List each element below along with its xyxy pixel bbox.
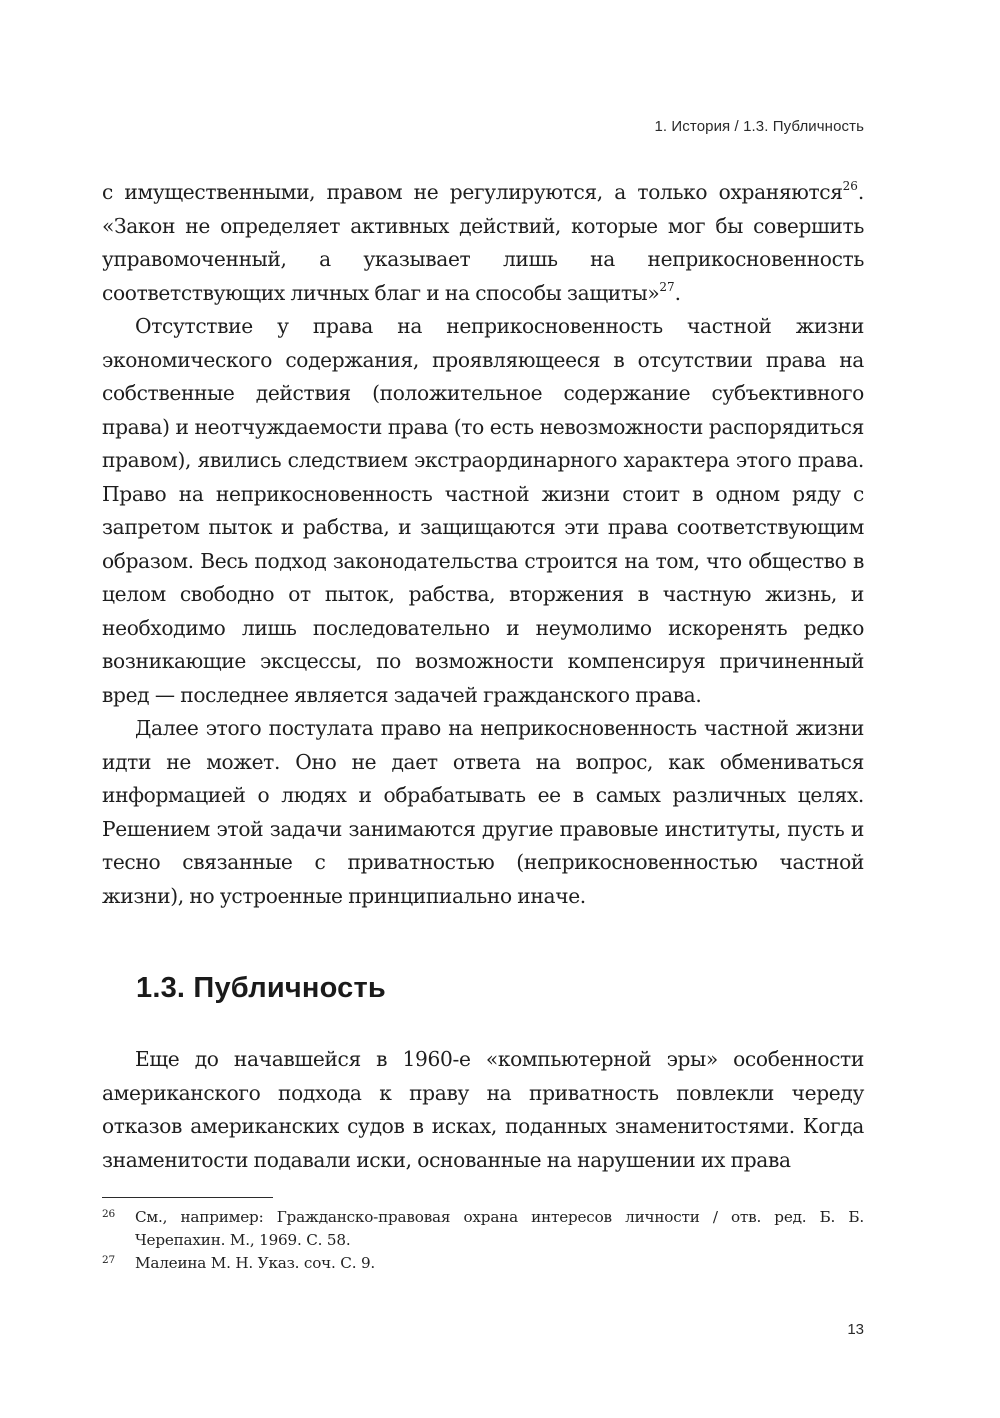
page-number: 13 <box>847 1321 864 1338</box>
footnote-text: См., например: Гражданско-правовая охрана интересов личности / отв. ред. Б. Б. Черепахин. М., 1969. С. 58. <box>135 1208 864 1249</box>
paragraph-text: с имущественными, правом не регулируются, а только охраняются <box>102 180 843 204</box>
paragraph: Далее этого постулата право на неприкосновенность частной жизни идти не может. Оно не дает ответа на вопрос, как обмениваться информацией о людях и обрабатывать ее в самых различных целях. Решением этой задачи занимаются другие правовые институты, пусть и тесно связанные с приватностью (неприкосновенностью частной жизни), но устроенные принципиально иначе. <box>102 716 864 908</box>
paragraph-text: . «Закон не определяет активных действий, которые мог бы совершить управомоченный, а указывает лишь на неприкосновенность соответствующих личных благ и на способы защиты» <box>102 180 864 305</box>
footnote-divider <box>102 1197 273 1198</box>
paragraph-continuation <box>102 176 864 310</box>
footnote-number: 26 <box>102 1208 115 1220</box>
footnotes <box>102 1206 864 1275</box>
footnote-ref-27[interactable]: 27 <box>659 279 675 294</box>
section-heading: 1.3. Публичность <box>136 972 386 1004</box>
paragraph: Еще до начавшейся в 1960-е «компьютерной эры» особенности американского подхода к праву на приватность повлекли череду отказов американских судов в исках, поданных знаменитостями. Когда знаменитости подавали иски, основанные на нарушении их права <box>102 1047 864 1172</box>
body-text-section <box>102 1043 864 1177</box>
footnote-text: Малеина М. Н. Указ. соч. С. 9. <box>135 1254 376 1272</box>
footnote-number: 27 <box>102 1254 115 1266</box>
running-header: 1. История / 1.3. Публичность <box>654 118 864 135</box>
body-text-top <box>102 176 864 913</box>
footnote-26 <box>102 1206 864 1252</box>
footnote-ref-26[interactable]: 26 <box>842 179 858 193</box>
paragraph: Отсутствие у права на неприкосновенность частной жизни экономического содержания, проявляющееся в отсутствии права на собственные действия (положительное содержание субъективного права) и неотчуждаемости права (то есть невозможности распорядиться правом), явились следствием экстраординарного характера этого права. Право на неприкосновенность частной жизни стоит в одном ряду с запретом пыток и рабства, и защищаются эти права соответствующим образом. Весь подход законодательства строится на том, что общество в целом свободно от пыток, рабства, вторжения в частную жизнь, и необходимо лишь последовательно и неумолимо искоренять редко возникающие эксцессы, по возможности компенсируя причиненный вред — последнее является задачей гражданского права. <box>102 314 864 707</box>
paragraph-text: . <box>674 280 681 305</box>
footnote-27 <box>102 1252 864 1275</box>
